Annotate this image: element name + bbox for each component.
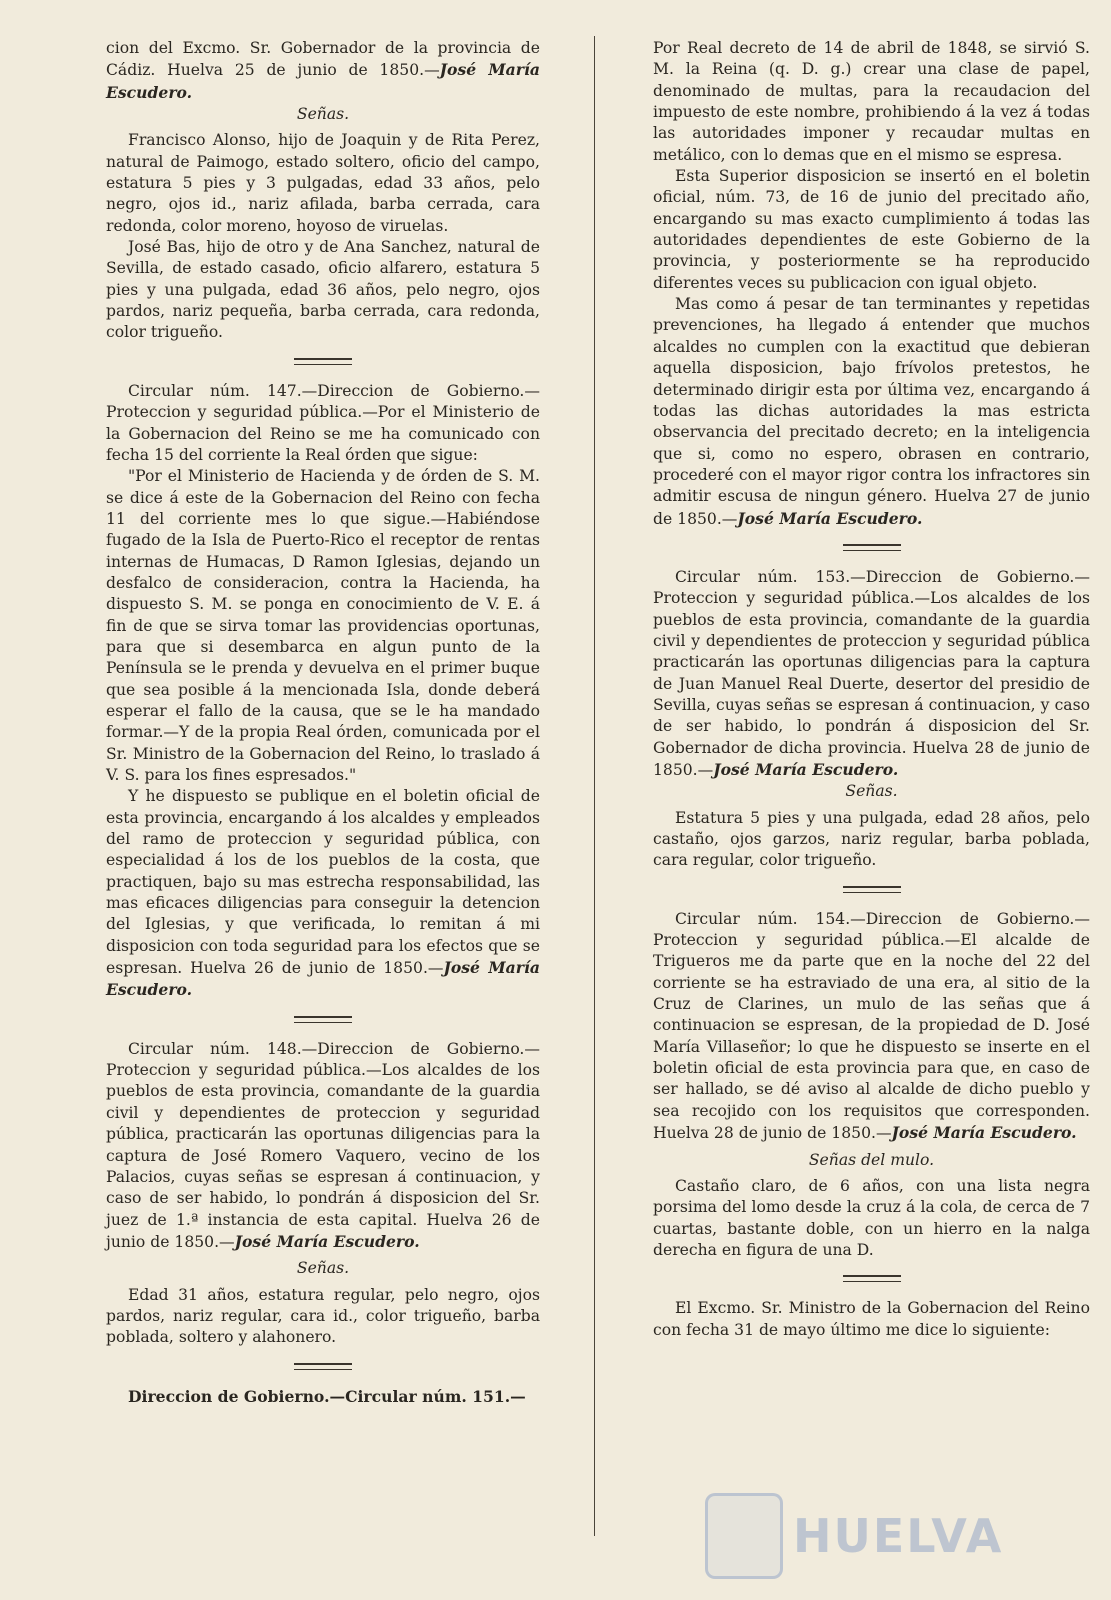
paragraph: Direccion de Gobierno.—Circular núm. 151.—: [128, 1386, 526, 1406]
paragraph: Mas como á pesar de tan terminantes y repetidas prevenciones, ha llegado á entender que muchos alcaldes no cumplen con la exactitud que debieran aquella disposicion, bajo frívolos pretestos, he determinado dirigir esta por última vez, encargando á todas las dichas autoridades la mas estricta observancia del precitado decreto; en la inteligencia que si, como no espero, obrasen en contrario, procederé con el mayor rigor contra los infractores sin admitir escusa de ningun género. Huelva 27 de junio de 1850.—José María Escudero.: [653, 295, 1090, 528]
paragraph: Esta Superior disposicion se insertó en el boletin oficial, núm. 73, de 16 de junio del precitado año, encargando su mas exacto cumplimiento á todas las autoridades dependientes de este Gobierno de la provincia, y posteriormente se ha reproducido diferentes veces su publicacion con igual objeto.: [653, 167, 1090, 292]
paragraph: Circular núm. 154.—Direccion de Gobierno.—Proteccion y seguridad pública.—El alcalde de Trigueros me da parte que en la noche del 22 del corriente se ha estraviado de una era, al sitio de la Cruz de Clarines, un mulo de las señas que á continuacion se espresan, de la propiedad de D. José María Villaseñor; lo que he dispuesto se inserte en el boletin oficial de esta provincia para que, en caso de ser hallado, se dé aviso al alcalde de dicho pueblo y sea recojido con los requisitos que corresponden. Huelva 28 de junio de 1850.—José María Escudero.: [653, 909, 1090, 1143]
section-divider: [843, 886, 901, 893]
section-divider: [843, 544, 901, 551]
watermark-text: HUELVA: [793, 1509, 1004, 1563]
paragraph: Circular núm. 153.—Direccion de Gobierno.—Proteccion y seguridad pública.—Los alcaldes de los pueblos de esta provincia, comandante de la guardia civil y dependientes de proteccion y seguridad pública practicarán las oportunas diligencias para la captura de Juan Manuel Real Duerte, desertor del presidio de Sevilla, cuyas señas se espresan á continuacion, y caso de ser habido, lo pondrán á disposicion del Sr. Gobernador de dicha provincia. Huelva 28 de junio de 1850.—José María Escudero.: [653, 567, 1090, 779]
paragraph: cion del Excmo. Sr. Gobernador de la provincia de Cádiz. Huelva 25 de junio de 1850.—José María Escudero.: [106, 39, 540, 102]
signature: José María Escudero.: [106, 958, 540, 1000]
section-divider: [294, 1016, 352, 1023]
paragraph: Circular núm. 147.—Direccion de Gobierno.—Proteccion y seguridad pública.—Por el Ministerio de la Gobernacion del Reino se me ha comunicado con fecha 15 del corriente la Real órden que sigue:: [106, 381, 540, 464]
signature: José María Escudero.: [234, 1231, 420, 1251]
paragraph: Por Real decreto de 14 de abril de 1848, se sirvió S. M. la Reina (q. D. g.) crear una clase de papel, denominado de multas, para la recaudacion del impuesto de este nombre, prohibiendo á la vez á todas las autoridades imponer y recaudar multas en metálico, con lo demas que en el mismo se espresa.: [653, 39, 1090, 164]
senas-heading: Señas.: [845, 782, 898, 801]
right-column: [653, 38, 1090, 1341]
seal-icon: [705, 1493, 783, 1579]
paragraph: Francisco Alonso, hijo de Joaquin y de Rita Perez, natural de Paimogo, estado soltero, oficio del campo, estatura 5 pies y 3 pulgadas, edad 33 años, pelo negro, ojos id., nariz afilada, barba cerrada, cara redonda, color moreno, hoyoso de viruelas.: [106, 131, 540, 235]
left-column: [106, 38, 540, 1407]
paragraph: Castaño claro, de 6 años, con una lista negra porsima del lomo desde la cruz á la cola, de cerca de 7 cuartas, bastante doble, con un hierro en la nalga derecha en figura de una D.: [653, 1176, 1090, 1259]
paragraph: Edad 31 años, estatura regular, pelo negro, ojos pardos, nariz regular, cara id., color trigueño, barba poblada, soltero y alahonero.: [106, 1285, 540, 1347]
paragraph: El Excmo. Sr. Ministro de la Gobernacion del Reino con fecha 31 de mayo último me dice lo siguiente:: [653, 1299, 1090, 1339]
column-divider: [594, 36, 595, 1536]
paragraph: "Por el Ministerio de Hacienda y de órden de S. M. se dice á este de la Gobernacion del Reino con fecha 11 del corriente mes lo que sigue.—Habiéndose fugado de la Isla de Puerto-Rico el receptor de rentas internas de Humacas, D Ramon Iglesias, dejando un desfalco de consideracion, contra la Hacienda, ha dispuesto S. M. se ponga en conocimiento de V. E. á fin de que se sirva tomar las providencias oportunas, para que si desembarca en algun punto de la Península se le prenda y devuelva en el primer buque que sea posible á la mencionada Isla, donde deberá esperar el fallo de la causa, que se le ha mandado formar.—Y de la propia Real órden, comunicada por el Sr. Ministro de la Gobernacion del Reino, lo traslado á V. S. para los fines espresados.": [106, 467, 540, 784]
section-divider: [843, 1275, 901, 1282]
section-divider: [294, 1363, 352, 1370]
paragraph: Y he dispuesto se publique en el boletin oficial de esta provincia, encargando á los alcaldes y empleados del ramo de proteccion y seguridad pública, con especialidad á los de los pueblos de la costa, que practiquen, bajo su mas estrecha responsabilidad, las mas eficaces diligencias para conseguir la detencion del Iglesias, y que verificada, lo remitan á mi disposicion con toda seguridad para los efectos que se espresan. Huelva 26 de junio de 1850.—José María Escudero.: [106, 787, 540, 1000]
senas-heading: Señas del mulo.: [808, 1150, 935, 1169]
section-divider: [294, 358, 352, 365]
paragraph: José Bas, hijo de otro y de Ana Sanchez, natural de Sevilla, de estado casado, oficio alfarero, estatura 5 pies y una pulgada, edad 36 años, pelo negro, ojos pardos, nariz pequeña, barba cerrada, cara redonda, color trigueño.: [106, 238, 540, 342]
signature: José María Escudero.: [891, 1123, 1077, 1143]
senas-heading: Señas.: [296, 105, 350, 124]
signature: José María Escudero.: [106, 60, 540, 102]
signature: José María Escudero.: [737, 508, 923, 528]
paragraph: Estatura 5 pies y una pulgada, edad 28 años, pelo castaño, ojos garzos, nariz regular, barba poblada, cara regular, color trigueño.: [653, 808, 1090, 870]
paragraph: Circular núm. 148.—Direccion de Gobierno.—Proteccion y seguridad pública.—Los alcaldes de los pueblos de esta provincia, comandante de la guardia civil y dependientes de proteccion y seguridad pública, practicarán las oportunas diligencias para la captura de José Romero Vaquero, vecino de los Palacios, cuyas señas se espresan á continuacion, y caso de ser habido, lo pondrán á disposicion del Sr. juez de 1.ª instancia de esta capital. Huelva 26 de junio de 1850.—José María Escudero.: [106, 1039, 540, 1251]
signature: José María Escudero.: [713, 760, 899, 779]
senas-heading: Señas.: [296, 1259, 350, 1278]
huelva-watermark: [705, 1492, 1045, 1580]
